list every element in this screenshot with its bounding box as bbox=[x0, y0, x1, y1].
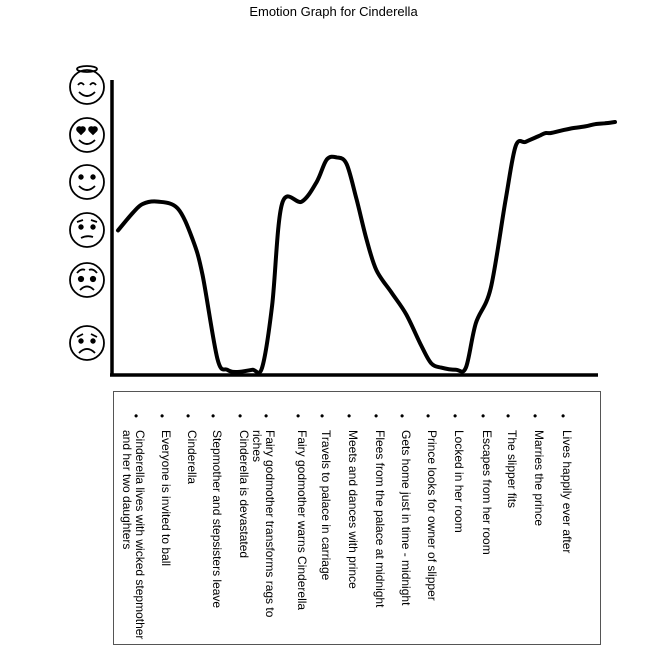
event-label: Cinderella is devastated bbox=[237, 430, 251, 559]
event-label: Fairy godmother warns Cinderella bbox=[295, 430, 309, 611]
event-item bbox=[182, 410, 198, 640]
event-item bbox=[370, 410, 386, 640]
bullet: • bbox=[320, 409, 325, 423]
event-label: Prince looks for owner of slipper bbox=[425, 430, 439, 601]
bullet: • bbox=[211, 409, 216, 423]
angel-face-icon bbox=[70, 66, 104, 104]
emotion-scale bbox=[70, 66, 104, 360]
sad-face-icon bbox=[70, 326, 104, 360]
bullet: • bbox=[238, 409, 243, 423]
bullet: • bbox=[347, 409, 352, 423]
bullet: • bbox=[296, 409, 301, 423]
bullet: • bbox=[400, 409, 405, 423]
event-item bbox=[477, 410, 493, 640]
worried-face-icon bbox=[70, 213, 104, 247]
event-label: Gets home just in time - midnight bbox=[399, 430, 413, 606]
event-label: Cinderella lives with wicked stepmother and her two daughters bbox=[120, 430, 147, 640]
bullet: • bbox=[374, 409, 379, 423]
event-label: Cinderella bbox=[185, 430, 199, 485]
event-item bbox=[250, 409, 277, 640]
event-label: Travels to palace in carriage bbox=[319, 430, 333, 581]
event-label: Stepmother and stepsisters leave bbox=[210, 430, 224, 609]
event-item bbox=[156, 410, 172, 640]
anxious-face-icon bbox=[70, 263, 104, 297]
event-label: Fairy godmother transforms rags to riches bbox=[250, 430, 277, 618]
emotion-line bbox=[118, 122, 615, 373]
event-label: Locked in her room bbox=[452, 430, 466, 533]
smiling-face-icon bbox=[70, 165, 104, 199]
event-item bbox=[449, 410, 465, 640]
bullet: • bbox=[506, 409, 511, 423]
event-item bbox=[422, 410, 438, 640]
event-label: Everyone is invited to ball bbox=[159, 430, 173, 567]
bullet: • bbox=[264, 409, 269, 423]
event-item bbox=[557, 410, 573, 640]
bullet: • bbox=[533, 409, 538, 423]
events-list bbox=[113, 391, 601, 645]
event-label: Lives happily ever after bbox=[560, 430, 574, 554]
event-item bbox=[529, 410, 545, 640]
chart-title: Emotion Graph for Cinderella bbox=[249, 4, 418, 19]
event-item bbox=[120, 409, 147, 640]
event-item bbox=[316, 410, 332, 640]
bullet: • bbox=[561, 409, 566, 423]
event-label: Meets and dances with prince bbox=[346, 430, 360, 589]
event-label: Marries the prince bbox=[532, 430, 546, 527]
bullet: • bbox=[134, 409, 139, 423]
event-label: Flees from the palace at midnight bbox=[373, 430, 387, 608]
event-item bbox=[234, 410, 250, 640]
event-item bbox=[502, 410, 518, 640]
event-label: The slipper fits bbox=[505, 430, 519, 509]
bullet: • bbox=[160, 409, 165, 423]
bullet: • bbox=[426, 409, 431, 423]
bullet: • bbox=[186, 409, 191, 423]
event-item bbox=[396, 410, 412, 640]
bullet: • bbox=[453, 409, 458, 423]
event-label: Escapes from her room bbox=[480, 430, 494, 555]
bullet: • bbox=[481, 409, 486, 423]
event-item bbox=[207, 410, 223, 640]
heart-eyes-face-icon bbox=[70, 118, 104, 152]
event-item bbox=[343, 410, 359, 640]
event-item bbox=[292, 410, 308, 640]
